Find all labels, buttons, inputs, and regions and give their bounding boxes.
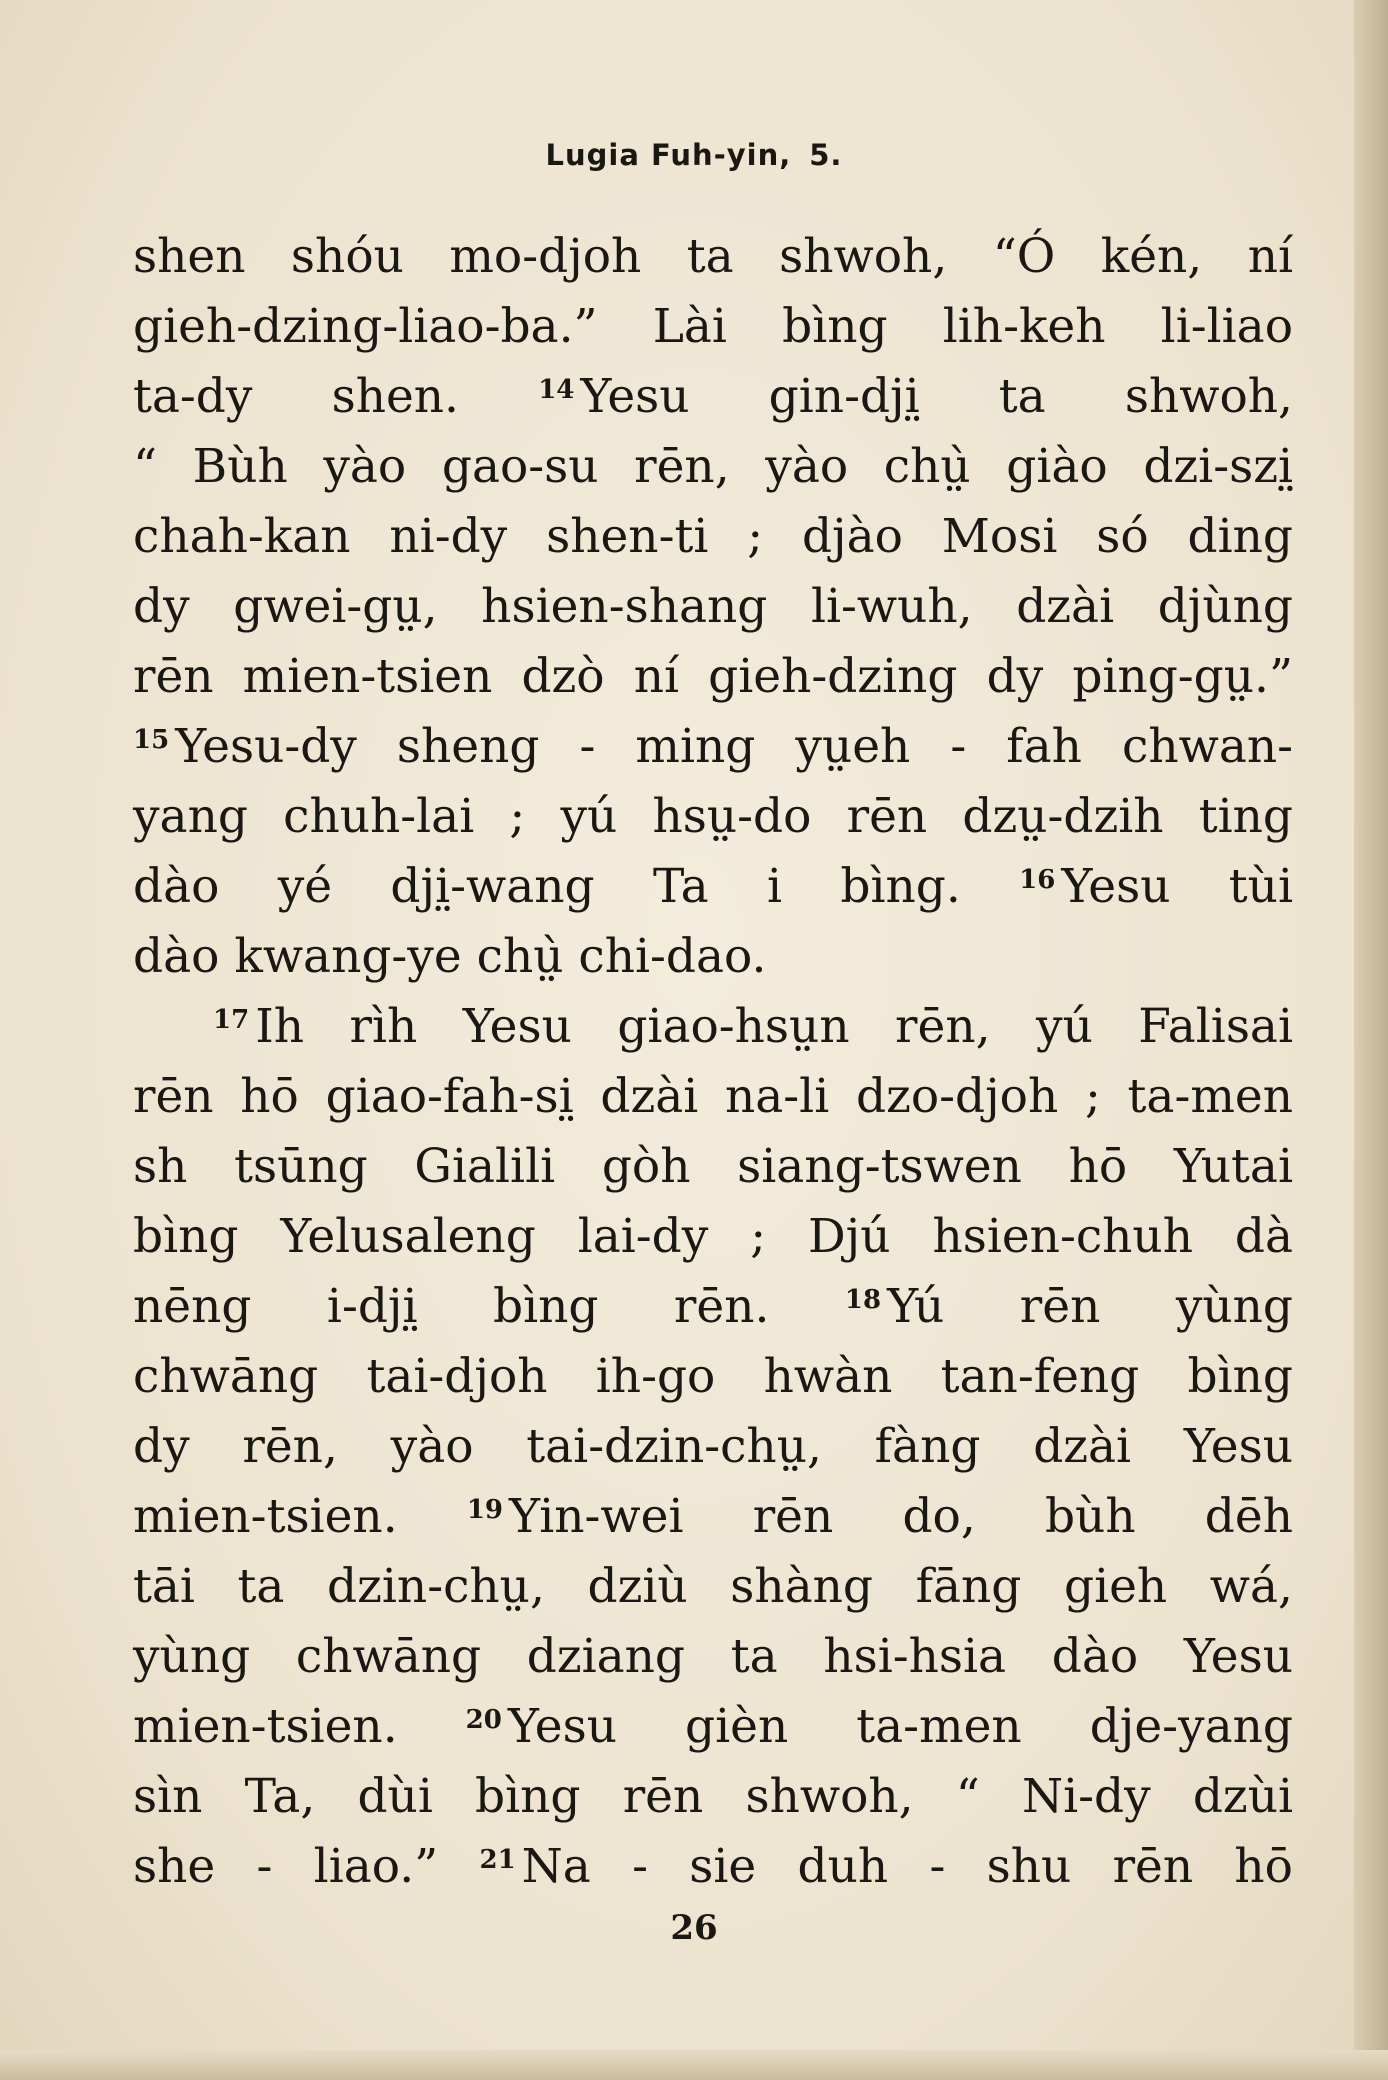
- text-line: [133, 1692, 1293, 1762]
- line-lead-text: ta-dy shen.: [133, 369, 460, 424]
- line-text: rēn mien-tsien dzò ní gieh-dzing dy ping-gṳ.”: [133, 649, 1293, 704]
- text-line: [133, 1552, 1293, 1622]
- text-line: [133, 922, 1293, 992]
- line-text: tāi ta dzin-chṳ, dziù shàng fāng gieh wá,: [133, 1559, 1293, 1614]
- verse-number: 16: [1019, 865, 1056, 895]
- text-line: [133, 292, 1293, 362]
- text-line: [133, 1412, 1293, 1482]
- line-text: Yesu-dy sheng - ming yṳeh - fah chwan-: [175, 719, 1293, 774]
- text-line: [133, 1482, 1293, 1552]
- line-text: rēn hō giao-fah-si̤ dzài na-li dzo-djoh ; ta-men: [133, 1069, 1293, 1124]
- line-text: “ Bùh yào gao-su rēn, yào chṳ̀ giào dzi-szi̤: [133, 439, 1293, 494]
- text-line: [133, 1762, 1293, 1832]
- line-lead-text: nēng i-dji̤ bìng rēn.: [133, 1279, 770, 1334]
- line-text: gieh-dzing-liao-ba.” Lài bìng lih-keh li-liao: [133, 299, 1293, 354]
- text-line: [133, 1342, 1293, 1412]
- line-text: chah-kan ni-dy shen-ti ; djào Mosi só ding: [133, 509, 1293, 564]
- line-text: yùng chwāng dziang ta hsi-hsia dào Yesu: [133, 1629, 1293, 1684]
- line-text: dy gwei-gṳ, hsien-shang li-wuh, dzài djùng: [133, 579, 1293, 634]
- body-text: [133, 222, 1293, 1902]
- line-text: Yesu gièn ta-men dje-yang: [507, 1699, 1293, 1754]
- text-line: [133, 782, 1293, 852]
- line-text: shen shóu mo-djoh ta shwoh, “Ó kén, ní: [133, 229, 1293, 284]
- verse-number: 19: [466, 1495, 504, 1525]
- line-lead-text: dào yé dji̤-wang Ta i bìng.: [133, 859, 961, 914]
- running-head: [0, 138, 1388, 172]
- line-lead-text: she - liao.”: [133, 1839, 439, 1894]
- line-text: chwāng tai-djoh ih-go hwàn tan-feng bìng: [133, 1349, 1293, 1404]
- text-line: [133, 1132, 1293, 1202]
- line-text: Yin-wei rēn do, bùh dēh: [509, 1489, 1293, 1544]
- line-text: sh tsūng Gialili gòh siang-tswen hō Yutai: [133, 1139, 1293, 1194]
- text-line: [133, 502, 1293, 572]
- text-line: [133, 712, 1293, 782]
- text-line: [133, 642, 1293, 712]
- verse-number: 17: [213, 1005, 250, 1035]
- line-text: Yesu gin-dji̤ ta shwoh,: [580, 369, 1293, 424]
- line-text: yang chuh-lai ; yú hsṳ-do rēn dzṳ-dzih ting: [133, 789, 1293, 844]
- text-line: [133, 432, 1293, 502]
- line-text: Ih rìh Yesu giao-hsṳn rēn, yú Falisai: [255, 999, 1293, 1054]
- verse-number: 20: [465, 1705, 502, 1735]
- text-line: [133, 222, 1293, 292]
- line-text: dy rēn, yào tai-dzin-chṳ, fàng dzài Yesu: [133, 1419, 1293, 1474]
- page-edge-bottom: [0, 2050, 1388, 2080]
- line-text: dào kwang-ye chṳ̀ chi-dao.: [133, 929, 767, 984]
- running-head-title: Lugia Fuh-yin,: [545, 138, 792, 172]
- text-line: [133, 852, 1293, 922]
- line-text: bìng Yelusaleng lai-dy ; Djú hsien-chuh dà: [133, 1209, 1293, 1264]
- text-line: [133, 1062, 1293, 1132]
- text-line: [133, 362, 1293, 432]
- line-text: Yú rēn yùng: [887, 1279, 1293, 1334]
- verse-number: 18: [844, 1285, 882, 1315]
- text-line: [133, 1832, 1293, 1902]
- verse-number: 15: [133, 725, 170, 755]
- text-line: [133, 1202, 1293, 1272]
- line-text: Yesu tùi: [1061, 859, 1293, 914]
- line-lead-text: mien-tsien.: [133, 1489, 398, 1544]
- page-edge-right: [1354, 0, 1388, 2080]
- text-line: [133, 992, 1293, 1062]
- verse-number: 21: [479, 1845, 516, 1875]
- line-lead-text: mien-tsien.: [133, 1699, 398, 1754]
- text-line: [133, 1272, 1293, 1342]
- line-text: Na - sie duh - shu rēn hō: [521, 1839, 1293, 1894]
- running-head-chapter: 5.: [809, 138, 843, 172]
- line-text: sìn Ta, dùi bìng rēn shwoh, “ Ni-dy dzùi: [133, 1769, 1293, 1824]
- text-line: [133, 1622, 1293, 1692]
- page-number: 26: [670, 1908, 718, 1948]
- text-line: [133, 572, 1293, 642]
- verse-number: 14: [538, 375, 575, 405]
